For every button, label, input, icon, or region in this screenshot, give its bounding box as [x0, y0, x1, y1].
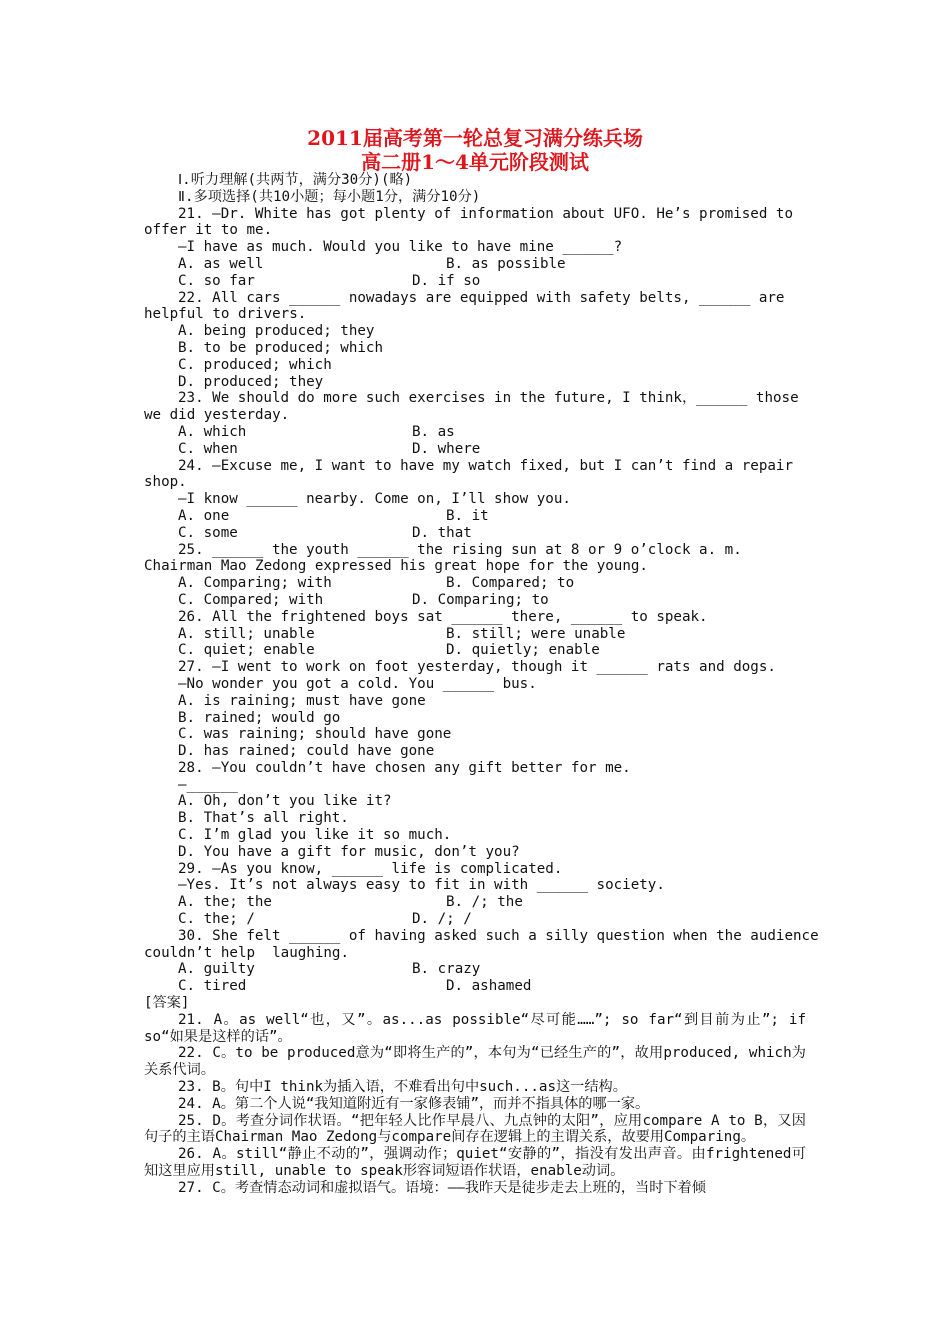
option-c: C. produced; which	[178, 356, 332, 373]
question-stem: Chairman Mao Zedong expressed his great hope for the young.	[144, 558, 648, 575]
question-stem: —No wonder you got a cold. You ______ bus.	[178, 675, 537, 692]
option-d: D. Comparing; to	[412, 591, 549, 608]
option-d: D. produced; they	[178, 373, 324, 390]
answer-21: 21. A。as well“也，又”。as...as possible“尽可能……”; so far“到目前为止”; if so“如果是这样的话”。	[144, 1011, 806, 1045]
question-25	[144, 542, 806, 609]
option-row	[144, 978, 806, 995]
option-c: C. some	[178, 524, 238, 541]
option-a: A. Comparing; with	[178, 575, 332, 592]
option-a: A. which	[178, 423, 247, 440]
option-b: B. Compared; to	[446, 575, 575, 592]
answer-25: 25. D。考查分词作状语。“把年轻人比作早晨八、九点钟的太阳”，应用compare A to B，又因句子的主语Chairman Mao Zedong与compare间存在逻辑上的主谓关系，故要用Comparing。	[144, 1112, 806, 1146]
question-stem: —I know ______ nearby. Come on, I’ll show you.	[178, 491, 571, 508]
option-b: B. rained; would go	[178, 709, 341, 726]
question-stem: 24. —Excuse me, I want to have my watch fixed, but I can’t find a repair	[178, 457, 793, 474]
option-row	[144, 508, 806, 525]
option-row	[144, 642, 806, 659]
question-stem: 21. —Dr. White has got plenty of information about UFO. He’s promised to	[178, 205, 793, 222]
question-22	[144, 290, 806, 391]
option-c: C. was raining; should have gone	[178, 726, 452, 743]
option-a: A. as well	[178, 255, 264, 272]
option-d: D. You have a gift for music, don’t you?	[178, 843, 520, 860]
question-stem: 29. —As you know, ______ life is complicated.	[178, 860, 563, 877]
option-d: D. ashamed	[446, 978, 532, 995]
option-b: B. /; the	[446, 894, 523, 911]
option-c: C. tired	[178, 978, 247, 995]
answer-26: 26. A。still“静止不动的”，强调动作；quiet“安静的”，指没有发出声音。由frightened可知这里应用still, unable to speak形容词短语作状语，enable动词。	[144, 1146, 806, 1180]
question-stem: 23. We should do more such exercises in the future, I think，______ those	[178, 390, 799, 407]
option-row	[144, 575, 806, 592]
option-b: B. That’s all right.	[178, 810, 349, 827]
option-row	[144, 592, 806, 609]
option-b: B. as possible	[446, 255, 566, 272]
option-d: D. has rained; could have gone	[178, 743, 435, 760]
option-c: C. I’m glad you like it so much.	[178, 827, 452, 844]
document-body	[144, 172, 819, 1197]
option-b: B. to be produced; which	[178, 339, 383, 356]
option-row	[144, 441, 806, 458]
question-stem: offer it to me.	[144, 222, 273, 239]
option-d: D. if so	[412, 272, 481, 289]
option-b: B. still; were unable	[446, 625, 626, 642]
question-26	[144, 609, 806, 659]
option-row	[144, 911, 806, 928]
option-a: A. Oh, don’t you like it?	[178, 793, 392, 810]
option-a: A. being produced; they	[178, 323, 375, 340]
question-stem: helpful to drivers.	[144, 306, 307, 323]
question-stem: shop.	[144, 474, 187, 491]
question-24	[144, 458, 806, 542]
section-heading: Ⅱ.多项选择(共10小题；每小题1分，满分10分)	[178, 188, 481, 205]
question-stem: we did yesterday.	[144, 407, 290, 424]
option-row	[144, 273, 806, 290]
option-a: A. still; unable	[178, 625, 315, 642]
document-title: 2011届高考第一轮总复习满分练兵场	[307, 126, 643, 150]
question-stem: —______	[178, 776, 238, 793]
answer-22: 22. C。to be produced意为“即将生产的”，本句为“已经生产的”，故用produced, which为关系代词。	[144, 1045, 806, 1079]
option-c: C. Compared; with	[178, 591, 324, 608]
option-c: C. quiet; enable	[178, 642, 315, 659]
question-21	[144, 206, 806, 290]
option-row	[144, 424, 806, 441]
question-23	[144, 390, 806, 457]
question-stem: couldn’t help laughing.	[144, 944, 349, 961]
option-a: A. the; the	[178, 894, 272, 911]
option-a: A. one	[178, 507, 230, 524]
option-row	[144, 626, 806, 643]
question-stem: 22. All cars ______ nowadays are equipped with safety belts, ______ are	[178, 289, 785, 306]
option-d: D. that	[412, 524, 472, 541]
option-d: D. quietly; enable	[446, 642, 600, 659]
question-stem: —I have as much. Would you like to have mine ______?	[178, 239, 623, 256]
option-d: D. /; /	[412, 911, 472, 928]
question-30	[144, 927, 819, 995]
option-row	[144, 961, 806, 978]
option-row	[144, 256, 806, 273]
option-a: A. guilty	[178, 961, 255, 978]
option-b: B. as	[412, 423, 455, 440]
question-27	[144, 659, 806, 760]
option-c: C. so far	[178, 272, 255, 289]
option-d: D. where	[412, 440, 481, 457]
option-b: B. crazy	[412, 961, 481, 978]
question-29	[144, 861, 806, 928]
document-subtitle: 高二册1～4单元阶段测试	[361, 150, 589, 174]
answers-label: [答案]	[144, 995, 190, 1012]
option-row	[144, 525, 806, 542]
question-stem: 25. ______ the youth ______ the rising sun at 8 or 9 o’clock a. m.	[178, 541, 742, 558]
option-a: A. is raining; must have gone	[178, 692, 426, 709]
option-row	[144, 894, 806, 911]
option-c: C. when	[178, 440, 238, 457]
question-stem: 28. —You couldn’t have chosen any gift better for me.	[178, 759, 631, 776]
answer-23: 23. B。句中I think为插入语，不难看出句中such...as这一结构。	[178, 1079, 627, 1096]
section-heading: Ⅰ.听力理解(共两节，满分30分)(略)	[178, 172, 413, 188]
answer-27: 27. C。考查情态动词和虚拟语气。语境：——我昨天是徒步走去上班的，当时下着倾	[178, 1179, 706, 1196]
question-stem: —Yes. It’s not always easy to fit in with ______ society.	[178, 877, 665, 894]
question-28	[144, 760, 806, 861]
question-stem: 27. —I went to work on foot yesterday, though it ______ rats and dogs.	[178, 659, 776, 676]
answer-24: 24. A。第二个人说“我知道附近有一家修表铺”，而并不指具体的哪一家。	[178, 1095, 650, 1112]
question-stem: 30. She felt ______ of having asked such a silly question when the audience	[178, 927, 819, 944]
option-c: C. the; /	[178, 911, 255, 928]
question-stem: 26. All the frightened boys sat ______ there, ______ to speak.	[178, 608, 708, 625]
option-b: B. it	[446, 507, 489, 524]
